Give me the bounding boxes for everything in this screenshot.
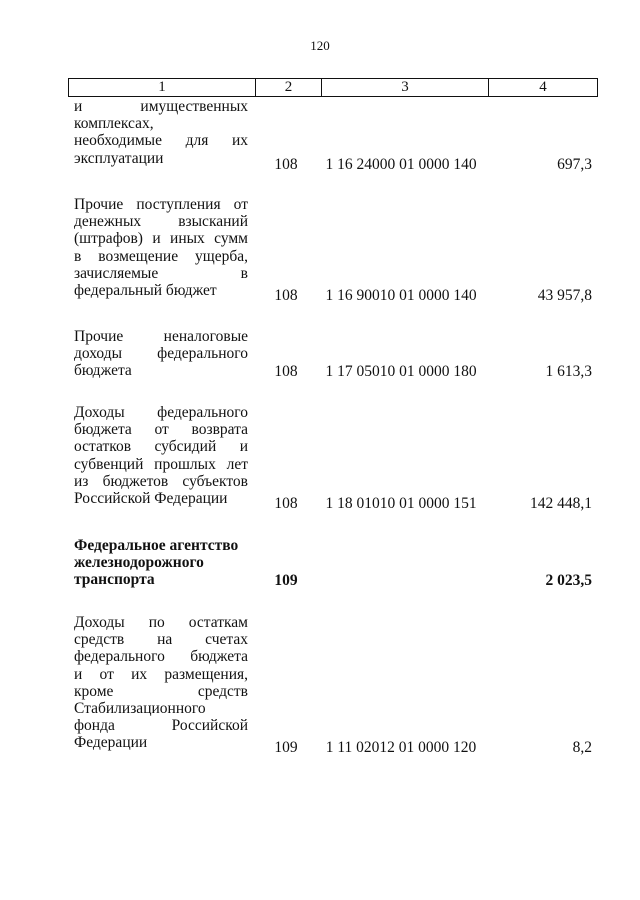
row-description [74, 98, 248, 167]
description-line: денежных взысканий [74, 213, 248, 231]
row-description [74, 196, 248, 299]
row-code: 108 [274, 287, 298, 304]
row-amount: 697,3 [557, 156, 592, 173]
row-code: 109 [274, 739, 298, 756]
header-col-2: 2 [256, 79, 322, 97]
row-amount: 8,2 [572, 739, 592, 756]
description-line: кроме средств [74, 682, 248, 700]
header-col-4: 4 [489, 79, 598, 97]
description-line: федеральный бюджет [74, 282, 217, 300]
row-kbk: 1 11 02012 01 0000 120 [325, 739, 477, 756]
row-kbk: 1 16 24000 01 0000 140 [325, 156, 477, 173]
description-line: Прочие неналоговые [74, 328, 248, 345]
description-line: из бюджетов субъектов [74, 472, 248, 490]
row-description [74, 404, 248, 507]
row-code: 108 [274, 156, 298, 173]
description-line: Федеральное агентство [74, 537, 239, 554]
header-col-3: 3 [322, 79, 489, 97]
description-line: Российской Федерации [74, 490, 228, 508]
description-line: эксплуатации [74, 149, 164, 167]
description-line: бюджета [74, 362, 132, 380]
description-line: и имущественных [74, 98, 248, 115]
description-line: необходимые для их [74, 132, 248, 150]
description-line: средств на счетах [74, 631, 248, 649]
description-line: фонда Российской [74, 717, 248, 735]
row-code: 108 [274, 363, 298, 380]
description-line: комплексах, [74, 115, 154, 133]
row-code: 108 [274, 495, 298, 512]
description-line: и от их размещения, [74, 665, 248, 683]
description-line: Стабилизационного [74, 700, 206, 718]
description-line: Доходы по остаткам [74, 614, 248, 631]
description-line: транспорта [74, 571, 155, 589]
page-number: 120 [310, 38, 330, 53]
row-code: 109 [274, 572, 298, 589]
row-amount: 142 448,1 [530, 495, 592, 512]
description-line: остатков субсидий и [74, 438, 248, 456]
description-line: Федерации [74, 734, 148, 752]
description-line: Прочие поступления от [74, 196, 248, 213]
description-line: бюджета от возврата [74, 421, 248, 439]
description-line: зачисляемые в [74, 264, 248, 282]
row-description [74, 614, 248, 752]
row-amount: 1 613,3 [545, 363, 592, 380]
row-amount: 43 957,8 [537, 287, 592, 304]
row-kbk: 1 17 05010 01 0000 180 [325, 363, 477, 380]
description-line: в возмещение ущерба, [74, 247, 248, 265]
description-line: железнодорожного [74, 554, 204, 572]
row-description [74, 537, 248, 589]
row-kbk: 1 18 01010 01 0000 151 [325, 495, 477, 512]
description-line: доходы федерального [74, 345, 248, 363]
description-line: федерального бюджета [74, 648, 248, 666]
row-description [74, 328, 248, 380]
row-amount: 2 023,5 [545, 572, 592, 589]
description-line: субвенций прошлых лет [74, 455, 248, 473]
row-kbk: 1 16 90010 01 0000 140 [325, 287, 477, 304]
description-line: Доходы федерального [74, 404, 248, 421]
header-col-1: 1 [69, 79, 256, 97]
table-header [68, 78, 598, 97]
description-line: (штрафов) и иных сумм [74, 230, 248, 248]
